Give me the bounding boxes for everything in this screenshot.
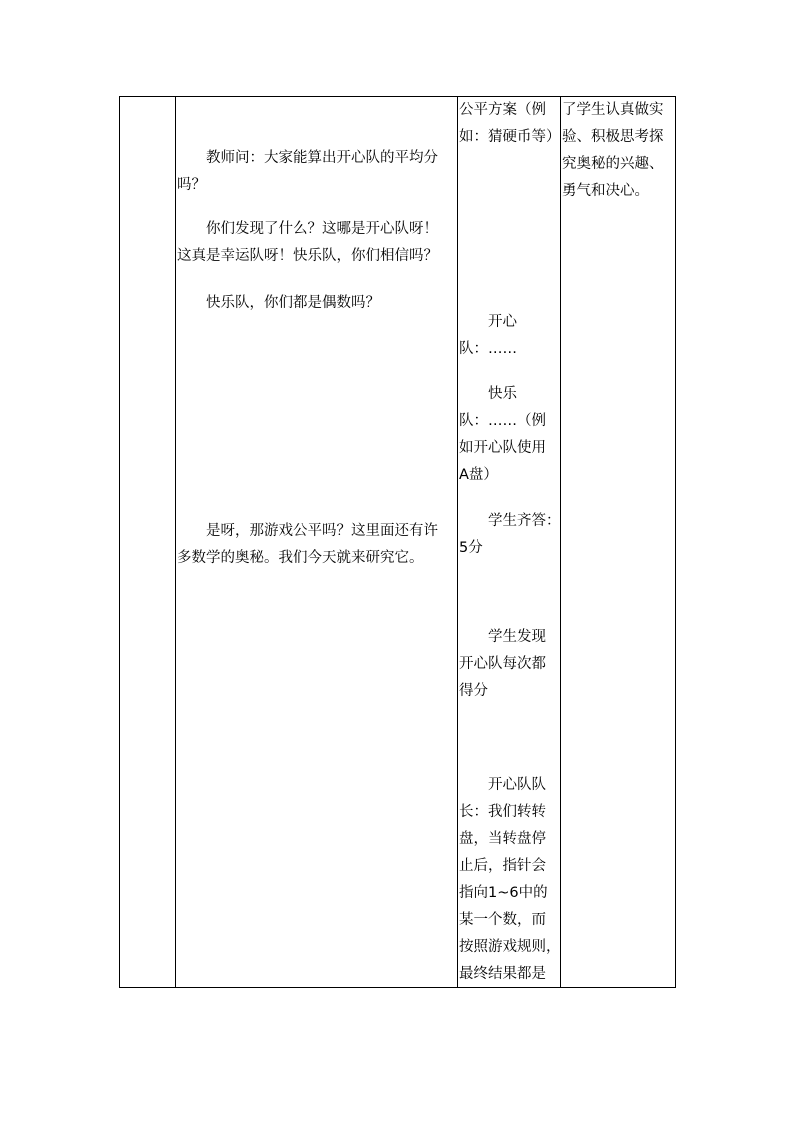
student-text-line: 长：我们转转	[459, 804, 546, 820]
teacher-text-line: 这真是幸运队呀！快乐队，你们相信吗？	[177, 248, 438, 264]
teacher-text-line: 快乐队，你们都是偶数吗？	[177, 295, 380, 311]
student-text-line: 如：猜硬币等）	[459, 129, 561, 145]
student-activity-cell	[458, 97, 561, 988]
teacher-activity-cell	[176, 97, 458, 988]
student-text-line: 按照游戏规则，	[459, 939, 561, 955]
student-text-line: 5分	[459, 540, 483, 556]
student-text-line: 得分	[459, 683, 488, 699]
student-text-line: 开心队队	[459, 777, 546, 793]
intent-text-line: 验、积极思考探	[562, 129, 664, 145]
intent-text-line: 勇气和决心。	[562, 183, 649, 199]
student-text-line: 队：……	[459, 341, 517, 357]
empty-cell	[120, 97, 176, 988]
student-text-line: 学生发现	[459, 629, 546, 645]
student-text-line: 如开心队使用	[459, 440, 546, 456]
student-text-line: 某一个数，而	[459, 912, 546, 928]
intent-text-line: 了学生认真做实	[562, 102, 664, 118]
student-text-line: 快乐	[459, 386, 517, 402]
student-text-line: 止后，指针会	[459, 858, 546, 874]
intent-text-line: 究奥秘的兴趣、	[562, 156, 664, 172]
student-text-line: 开心	[459, 314, 517, 330]
design-intent-cell	[561, 97, 676, 988]
student-text-line: A盘）	[459, 467, 498, 483]
teacher-text-line: 你们发现了什么？这哪是开心队呀！	[177, 221, 438, 237]
teacher-text-line: 是呀，那游戏公平吗？这里面还有许	[177, 523, 438, 539]
student-text-line: 指向1~6中的	[459, 885, 548, 901]
teacher-text-line: 多数学的奥秘。我们今天就来研究它。	[177, 550, 424, 566]
student-text-line: 学生齐答：	[459, 513, 561, 529]
student-text-line: 公平方案（例	[459, 102, 546, 118]
table-row	[120, 97, 676, 988]
student-text-line: 盘，当转盘停	[459, 831, 546, 847]
student-text-line: 队：……（例	[459, 413, 546, 429]
teacher-text-line: 吗？	[177, 177, 206, 193]
teacher-text-line: 教师问：大家能算出开心队的平均分	[177, 150, 438, 166]
student-text-line: 最终结果都是	[459, 966, 546, 982]
lesson-plan-table	[119, 96, 676, 988]
student-text-line: 开心队每次都	[459, 656, 546, 672]
